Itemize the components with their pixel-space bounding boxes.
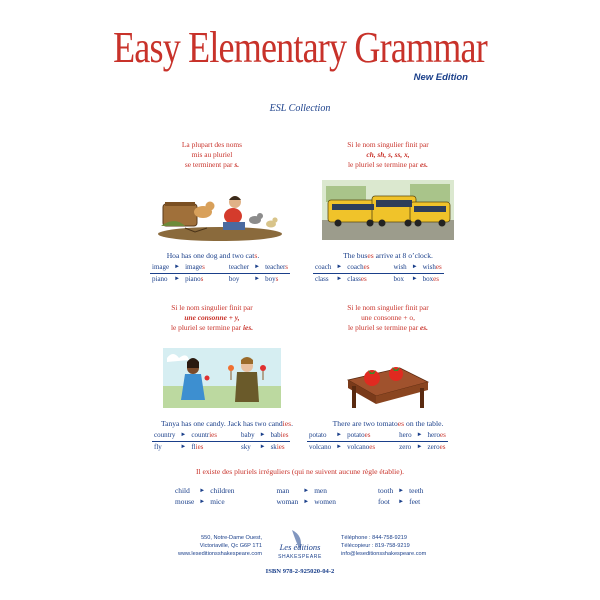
- arrow-right-icon: ►: [336, 275, 343, 282]
- sentence-es-sibilant: The buses arrive at 8 o’clock.: [343, 251, 433, 260]
- table-row: country ► countries baby ► babies: [154, 431, 289, 439]
- arrow-right-icon: ►: [174, 275, 181, 282]
- arrow-right-icon: ►: [416, 443, 423, 450]
- arrow-right-icon: ►: [398, 488, 405, 494]
- publisher-contact: Téléphone : 844-758-9219 Télécopieur : 819-758-9219 info@leseditionsshakespeare.com: [341, 534, 471, 558]
- illustration-boy-with-dog-and-cats: [155, 180, 285, 242]
- arrow-right-icon: ►: [180, 432, 187, 438]
- rule-s-line2: mis au pluriel: [191, 150, 233, 159]
- rule-es-sibilant: Si le nom singulier finit par ch, sh, s, ss, x, le pluriel se termine par es.: [347, 140, 429, 169]
- arrow-right-icon: ►: [180, 443, 187, 450]
- table-row: coach ► coaches wish ► wishes: [315, 263, 442, 271]
- rule-s-line1: La plupart des noms: [181, 140, 243, 149]
- rule-ies: Si le nom singulier finit par une consonne + y, le pluriel se termine par ies.: [170, 303, 254, 332]
- arrow-right-icon: ►: [303, 488, 310, 494]
- rule-s-line3: se terminent par s.: [184, 160, 240, 169]
- publisher-logo: [270, 528, 330, 564]
- table-ies: [152, 430, 290, 452]
- illustration-school-buses: [322, 180, 454, 240]
- arrow-right-icon: ►: [199, 498, 206, 505]
- arrow-right-icon: ►: [303, 498, 310, 505]
- arrow-right-icon: ►: [416, 432, 423, 438]
- website-link[interactable]: www.leseditionsshakespeare.com: [178, 551, 262, 557]
- sentence-es-o: There are two tomatoes on the table.: [332, 419, 444, 428]
- arrow-right-icon: ►: [254, 275, 261, 282]
- svg-text:Les éditions: Les éditions: [279, 542, 321, 552]
- arrow-right-icon: ►: [174, 264, 181, 270]
- arrow-right-icon: ►: [411, 264, 418, 270]
- table-s: [150, 262, 290, 284]
- sentence-ies: Tanya has one candy. Jack has two candies.: [160, 419, 294, 428]
- table-irregular: [173, 486, 425, 507]
- email-link[interactable]: info@leseditionsshakespeare.com: [341, 551, 427, 557]
- table-row: child ► children man ► men tooth ► teeth: [175, 486, 424, 495]
- rule-es-o: Si le nom singulier finit par une consonne + o, le pluriel se termine par es.: [347, 303, 429, 332]
- arrow-right-icon: ►: [259, 432, 266, 438]
- table-es-sibilant: [313, 262, 444, 284]
- svg-text:SHAKESPEARE: SHAKESPEARE: [278, 554, 322, 560]
- isbn-number: ISBN 978-2-925020-04-2: [265, 568, 335, 575]
- table-row: class ► classes box ► boxes: [313, 273, 444, 284]
- table-es-o: [307, 430, 448, 452]
- table-row: volcano ► volcanoes zero ► zeroes: [307, 441, 448, 452]
- arrow-right-icon: ►: [398, 498, 405, 505]
- irregular-heading: Il existe des pluriels irréguliers (qui ne suivent aucune règle établie).: [195, 467, 405, 476]
- arrow-right-icon: ►: [336, 432, 343, 438]
- table-row: piano ► pianos boy ► boys: [150, 273, 290, 284]
- arrow-right-icon: ►: [254, 264, 261, 270]
- illustration-tanya-and-jack-with-candies: [163, 348, 281, 408]
- book-title: Easy Elementary Grammar: [113, 23, 487, 72]
- table-row: mouse ► mice woman ► women foot ► feet: [175, 496, 421, 506]
- arrow-right-icon: ►: [336, 443, 343, 450]
- edition-label: New Edition: [413, 72, 468, 83]
- illustration-tomatoes-on-table: [340, 346, 432, 412]
- publisher-address: 550, Notre-Dame Ouest, Victoriaville, Qc G6P 1T1 www.leseditionsshakespeare.com: [150, 534, 262, 558]
- arrow-right-icon: ►: [336, 264, 343, 270]
- arrow-right-icon: ►: [199, 488, 206, 494]
- table-row: image ► images teacher ► teachers: [152, 263, 289, 271]
- collection-label: ESL Collection: [269, 103, 331, 114]
- rule-s: [132, 140, 292, 170]
- table-row: fly ► flies sky ► skies: [152, 441, 290, 452]
- arrow-right-icon: ►: [259, 443, 266, 450]
- sentence-s: Hoa has one dog and two cats.: [166, 251, 260, 260]
- arrow-right-icon: ►: [411, 275, 418, 282]
- quill-logo-icon: [270, 528, 330, 564]
- table-row: potato ► potatoes hero ► heroes: [309, 431, 446, 439]
